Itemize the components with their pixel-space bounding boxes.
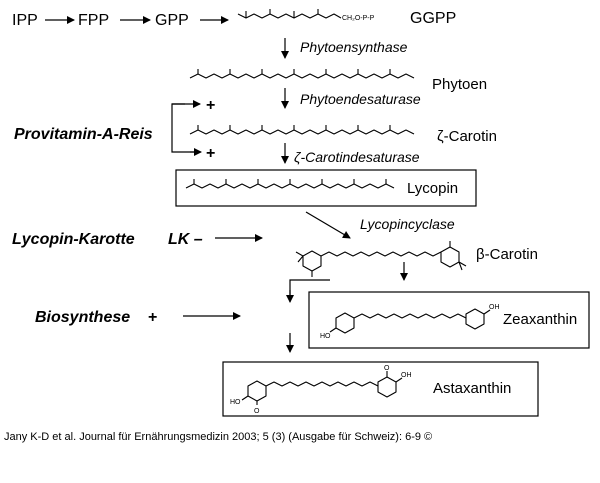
lycopin-karotte-label: Lycopin-Karotte (12, 231, 135, 248)
lk-minus-label: LK – (168, 231, 203, 248)
citation-text: Jany K-D et al. Journal für Ernährungsmedizin 2003; 5 (3) (Ausgabe für Schweiz): 6-9 © (4, 431, 433, 443)
beta-carotin-structure (296, 241, 466, 277)
astaxanthin-ho: HO (230, 399, 241, 406)
biosynthese-label: Biosynthese (35, 309, 131, 326)
ipp-label: IPP (12, 12, 38, 29)
astaxanthin-oh: OH (401, 372, 412, 379)
lycopincyclase-label: Lycopincyclase (360, 216, 455, 232)
biosynthese-plus: + (148, 309, 158, 326)
astaxanthin-o-upper: O (384, 365, 390, 372)
zeta-carotin-methyls (198, 125, 390, 130)
provitamin-plus-upper: + (206, 97, 216, 114)
phytoensynthase-label: Phytoensynthase (300, 39, 408, 55)
phytoen-structure (190, 74, 414, 78)
beta-carotin-label: β-Carotin (476, 246, 538, 263)
zeta-carotindesaturase-label: ζ-Carotindesaturase (294, 149, 420, 165)
provitamin-plus-lower: + (206, 145, 216, 162)
lycopin-label: Lycopin (407, 180, 459, 197)
zeaxanthin-label: Zeaxanthin (503, 311, 578, 328)
lycopincyclase-arrow (306, 212, 350, 238)
zeta-carotin-label: ζ-Carotin (437, 128, 497, 145)
ggpp-phosphate-group: CH₂O-P-P (342, 15, 375, 22)
ggpp-structure (238, 14, 341, 18)
provitamin-a-reis-label: Provitamin-A-Reis (14, 126, 153, 143)
phytoendesaturase-label: Phytoendesaturase (300, 91, 421, 107)
phytoen-label: Phytoen (432, 76, 488, 93)
astaxanthin-label: Astaxanthin (433, 380, 512, 397)
phytoen-methyls (198, 69, 390, 74)
fpp-label: FPP (78, 12, 110, 29)
provitamin-bracket (172, 104, 200, 152)
astaxanthin-o-lower: O (254, 408, 260, 415)
gpp-label: GPP (155, 12, 189, 29)
ggpp-label: GGPP (410, 10, 457, 27)
zeaxanthin-oh: OH (489, 304, 500, 311)
zeta-carotin-structure (190, 130, 414, 134)
zeaxanthin-ho: HO (320, 333, 331, 340)
